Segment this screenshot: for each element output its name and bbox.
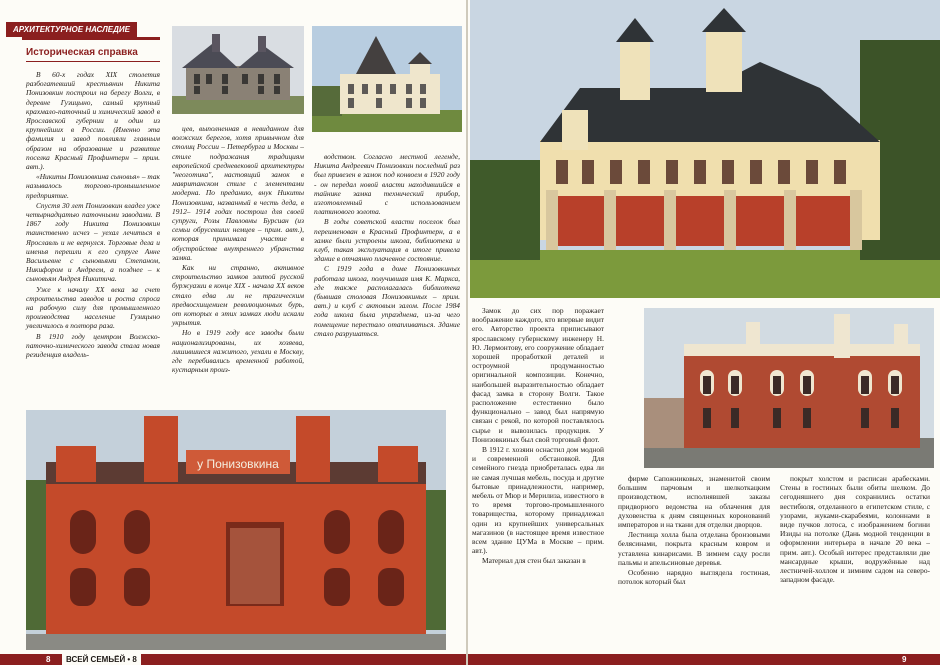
paragraph: В 1910 году центром Волжско-паточно-химического завода стала новая резиденция владель- — [26, 331, 160, 360]
paragraph: Замок до сих пор поражает воображение каждого, кто впервые видит его. Авторство проекта приписывают ярославскому губернскому инженеру Н. Ю. Лермонтову, его сооружение обладает хорошей проработкой деталей и остроумной продуманностью оригинальной композиции. Конечно, наибольшей выразительностью обладает фасад замка в сторону Волги. Такое расположение естественно было функционально – завод был напрямую связан с рекой, по которой поставлялось сырье и вывозилась продукция. У Понизовкиных был свой торговый флот. — [472, 306, 604, 444]
paragraph: В 1912 г. хозяин оснастил дом модной и современной обстановкой. Для семейного гнезда приобреталась едва ли не самая лучшая мебель, посуда и другие бытовые принадлежности, например, мебель от Мюр и Мерилиза, известного в то время торгово-промышленного товарищества, которому принадлежал один из крупнейших универсальных магазинов (в настоящее время известное всем здание ЦУМа в Москве – прим. авт.). — [472, 445, 604, 556]
paragraph: Как ни странно, активное строительство замков элитой русской буржуазии в конце XIX - начала XX веков стало едва ли не трагическим предвосхищением революционных бурь, от которых в этих замках люди искали укрытия. — [172, 263, 304, 328]
magazine-name: ВСЕЙ СЕМЬЁЙ • 8 — [62, 654, 141, 665]
paragraph: Материал для стен был заказан в — [482, 556, 586, 566]
paragraph: Особенно нарядно выглядела гостиная, потолок который был — [618, 568, 770, 587]
paragraph: Но в 1919 году все заводы были национализированы, их хозяева, лишившиеся нажитого, уехали в Москву, где перебивались временной работой, кустарным произ- — [172, 328, 304, 375]
restored-castle-photo — [312, 26, 462, 132]
left-page-number: 8 — [46, 655, 51, 664]
paragraph: фирме Сапожниковых, знаменитой своим большим парчовым и шелкоткацким производством, исполнявшей заказы придворного ведомства на облачения для духовенства к дням священных коронований императоров и на ткани для отделки дворцов. — [618, 474, 770, 530]
section-tag: АРХИТЕКТУРНОЕ НАСЛЕДИЕ — [6, 22, 137, 37]
article-column-5 — [618, 474, 770, 654]
left-page — [0, 0, 466, 665]
paragraph: покрыт холстом и расписан арабесками. Стены в гостиных были обиты шелком. До сегодняшнего дня сохранились остатки вестибюля, отделанного в египетском стиле, с узорами, жуками-скарабеями, колоннами в виде пучков лотоса, с изображением богини Изиды на потолке (Дань модной тенденции в оформлении интерьера в начале 20 века – прим. авт.). Особый интерес представляли две мансардные крыши, водружённые над лестничей-холлом и зимним садом на северо-западном фасаде. — [780, 474, 930, 585]
factory-building-photo — [26, 410, 446, 650]
right-footer-bar — [468, 654, 940, 665]
paragraph: Уже к началу XX века за счет строительства заводов и роста спроса на рабочую силу для промышленного производства население Гузицыно увеличилось в полтора раза. — [26, 284, 160, 331]
paragraph: С 1919 года в доме Понизовкиных работала школа, получившая имя К. Маркса, где также располагалась библиотека (бывшая столовая Понизовкиных – прим. авт.) и клуб с актовым залом. После 1984 года школа была упразднена, из-за чего помещение перестало отапливаться. Здание стало разрушаться. — [314, 264, 460, 338]
article-column-6 — [780, 474, 930, 654]
article-column-4 — [472, 306, 604, 654]
article-column-2 — [172, 124, 304, 406]
sign-text: у Понизовкина — [197, 457, 279, 471]
paragraph: цев, выполненная в невиданном для волжских берегов, хотя привычном для столиц России – Петербурга и Москвы – стиле подражания традициям европейской средневековой архитектуры "неоготика", настоящий замок в мавританском стиле с элементами модерна. По преданию, внук Никиты Понизовкина, названный в честь деда, в 1912– 1914 годах построил для своей супруги, Розы Павловны Бурсиан (из семьи обрусевших немцев – прим. авт.), которая принимала участие в обустройстве внутреннего убранства замка. — [172, 124, 304, 262]
article-column-3 — [314, 152, 460, 406]
castle-wing-photo — [644, 308, 934, 468]
paragraph: Лестница холла была отделана бронзовыми белясинами, покрыта красным ковром и уставлена кинарисами. В зимнем саду росли пальмы и апельсиновые деревья. — [618, 530, 770, 567]
header-rule — [22, 37, 160, 40]
paragraph: «Никиты Понизовкина сыновья» – так называлось торгово-промышленное предприятие. — [26, 172, 160, 200]
paragraph: В 60-х годах XIX столетия разбогатевший крестьянин Никита Понизовкин построил на берегу Волги, в деревне Гузицыно, самый крупный крахмало-паточный и химический завод в Ярославской губернии и один из крупнейших в России. (Именно эта фамилия и завод повлияли главным образом на образование и развитие поселка Красный Профинтерн – прим. авт.). — [26, 70, 160, 172]
paragraph: Спустя 30 лет Понизовкин владел уже четырнадцатью паточными заводами. В 1867 году Никита Понизовкин таинственно исчез – уехал лечиться в Ярославль и не вернулся. Торговые дела и именья перешли к его супруге Анне Васильевне с сыновьями Степаном, Никифором и Андреем, а позднее – к сыновьям Андрея Никитича. — [26, 200, 160, 284]
castle-main-photo — [470, 0, 940, 298]
article-column-1 — [26, 70, 160, 405]
section-title-rule — [26, 61, 160, 62]
right-page — [468, 0, 940, 665]
paragraph: водством. Согласно местной легенде, Никита Андреевич Понизовкин последний раз был привезен в замок под конвоем в 1920 году - он передал новой власти находившийся в тайнике замка технический прибор, изготовленный с использованием платинового золота. — [314, 152, 460, 217]
ruined-castle-photo — [172, 26, 304, 114]
right-page-number: 9 — [902, 655, 907, 664]
section-title: Историческая справка — [26, 47, 138, 58]
paragraph: В годы советской власти поселок был переименован в Красный Профинтерн, а в замке были устроены школа, библиотека и клуб, такая эксплуатация в итоге привела здание в отчаянно плачевное состояние. — [314, 217, 460, 264]
